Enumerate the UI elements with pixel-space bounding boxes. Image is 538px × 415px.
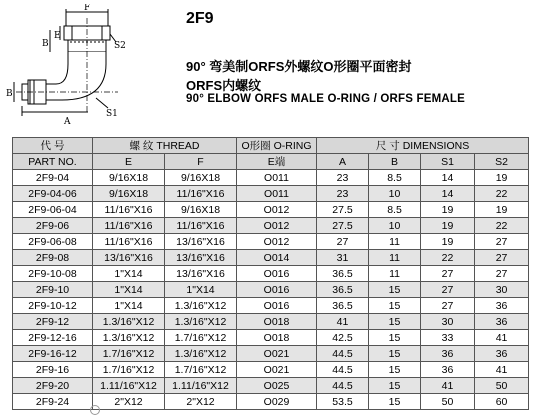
cell-dim-a: 31	[317, 250, 369, 266]
cell-part-no: 2F9-04-06	[13, 186, 93, 202]
cell-thread-e: 2"X12	[93, 394, 165, 410]
header-e-end: E端	[237, 154, 317, 170]
drawing-label-s1: S1	[106, 109, 118, 119]
cell-oring: O012	[237, 218, 317, 234]
cell-dim-s1: 27	[421, 298, 475, 314]
cell-dim-a: 36.5	[317, 298, 369, 314]
cell-dim-s2: 36	[475, 314, 529, 330]
cell-thread-e: 1"X14	[93, 298, 165, 314]
table-row	[13, 266, 529, 282]
cell-part-no: 2F9-06-04	[13, 202, 93, 218]
cell-dim-s1: 50	[421, 394, 475, 410]
cell-thread-e: 13/16"X16	[93, 250, 165, 266]
cell-dim-s1: 22	[421, 250, 475, 266]
cell-thread-f: 1.3/16"X12	[165, 298, 237, 314]
cell-thread-e: 11/16"X16	[93, 218, 165, 234]
cell-thread-f: 1.3/16"X12	[165, 346, 237, 362]
cell-thread-f: 1.7/16"X12	[165, 362, 237, 378]
header-s1: S1	[421, 154, 475, 170]
cell-thread-e: 1.11/16"X12	[93, 378, 165, 394]
cell-dim-s2: 22	[475, 186, 529, 202]
cell-dim-b: 10	[369, 186, 421, 202]
header-row-2	[13, 154, 529, 170]
cell-dim-s2: 50	[475, 378, 529, 394]
cell-part-no: 2F9-10-12	[13, 298, 93, 314]
cell-oring: O029	[237, 394, 317, 410]
drawing-label-b-top: B	[42, 39, 49, 49]
header-code: 代 号	[13, 138, 93, 154]
cell-oring: O012	[237, 234, 317, 250]
table-row	[13, 378, 529, 394]
cell-part-no: 2F9-06-08	[13, 234, 93, 250]
header-row-1	[13, 138, 529, 154]
table-row	[13, 282, 529, 298]
cell-oring: O016	[237, 266, 317, 282]
cell-dim-s1: 30	[421, 314, 475, 330]
cell-dim-a: 44.5	[317, 378, 369, 394]
cell-dim-s2: 19	[475, 170, 529, 186]
cell-dim-a: 42.5	[317, 330, 369, 346]
cell-dim-a: 23	[317, 170, 369, 186]
drawing-label-s2: S2	[114, 41, 126, 51]
cell-dim-a: 36.5	[317, 266, 369, 282]
cell-dim-s1: 27	[421, 282, 475, 298]
table-row	[13, 346, 529, 362]
cell-dim-b: 15	[369, 282, 421, 298]
cell-oring: O021	[237, 362, 317, 378]
drawing-label-e: E	[54, 31, 61, 41]
header-e: E	[93, 154, 165, 170]
cell-dim-s2: 60	[475, 394, 529, 410]
table-row	[13, 202, 529, 218]
cell-oring: O011	[237, 170, 317, 186]
cell-dim-b: 15	[369, 314, 421, 330]
cell-dim-b: 15	[369, 378, 421, 394]
header-a: A	[317, 154, 369, 170]
cell-dim-s1: 33	[421, 330, 475, 346]
cell-thread-e: 1.7/16"X12	[93, 346, 165, 362]
cell-dim-b: 8.5	[369, 170, 421, 186]
cell-oring: O016	[237, 298, 317, 314]
cell-dim-b: 15	[369, 346, 421, 362]
header-oring: O形圈 O-RING	[237, 138, 317, 154]
cell-dim-b: 15	[369, 362, 421, 378]
product-code: 2F9	[186, 10, 214, 27]
cell-thread-e: 1.3/16"X12	[93, 314, 165, 330]
table-row	[13, 314, 529, 330]
cell-dim-s1: 14	[421, 186, 475, 202]
cell-oring: O016	[237, 282, 317, 298]
cell-oring: O012	[237, 202, 317, 218]
cell-dim-s2: 19	[475, 202, 529, 218]
cell-part-no: 2F9-16-12	[13, 346, 93, 362]
cell-thread-e: 1"X14	[93, 282, 165, 298]
title-en: 90° ELBOW ORFS MALE O-RING / ORFS FEMALE	[186, 93, 466, 105]
cell-dim-s2: 27	[475, 234, 529, 250]
cell-dim-s2: 41	[475, 362, 529, 378]
cell-dim-b: 15	[369, 298, 421, 314]
cell-part-no: 2F9-04	[13, 170, 93, 186]
cell-dim-s1: 36	[421, 346, 475, 362]
cell-dim-s1: 36	[421, 362, 475, 378]
table-row	[13, 250, 529, 266]
header-f: F	[165, 154, 237, 170]
cell-thread-e: 9/16X18	[93, 170, 165, 186]
title-cn-line1: 90° 弯美制ORFS外螺纹O形圈平面密封	[186, 59, 412, 74]
drawing-label-f: F	[84, 4, 91, 13]
cell-part-no: 2F9-24	[13, 394, 93, 410]
cell-dim-a: 44.5	[317, 346, 369, 362]
cell-dim-s1: 19	[421, 218, 475, 234]
table-row	[13, 298, 529, 314]
cell-part-no: 2F9-12-16	[13, 330, 93, 346]
cell-dim-b: 15	[369, 394, 421, 410]
cell-part-no: 2F9-16	[13, 362, 93, 378]
cell-thread-f: 9/16X18	[165, 202, 237, 218]
cell-thread-e: 1.7/16"X12	[93, 362, 165, 378]
table-row	[13, 186, 529, 202]
drawing-label-b-left: B	[6, 89, 13, 99]
header-s2: S2	[475, 154, 529, 170]
cell-thread-e: 11/16"X16	[93, 202, 165, 218]
cell-thread-e: 9/16X18	[93, 186, 165, 202]
title-cn-line2: ORFS内螺纹	[186, 78, 262, 93]
header-dimensions: 尺 寸 DIMENSIONS	[317, 138, 529, 154]
cell-part-no: 2F9-10	[13, 282, 93, 298]
cell-dim-s1: 41	[421, 378, 475, 394]
cell-dim-a: 44.5	[317, 362, 369, 378]
cell-dim-a: 23	[317, 186, 369, 202]
cell-dim-s2: 41	[475, 330, 529, 346]
cell-thread-e: 11/16"X16	[93, 234, 165, 250]
cell-dim-s2: 27	[475, 250, 529, 266]
cell-dim-b: 11	[369, 250, 421, 266]
cell-dim-b: 10	[369, 218, 421, 234]
cell-thread-f: 13/16"X16	[165, 250, 237, 266]
cell-thread-f: 1.11/16"X12	[165, 378, 237, 394]
cell-dim-s1: 14	[421, 170, 475, 186]
table-row	[13, 218, 529, 234]
cell-dim-s2: 36	[475, 298, 529, 314]
cell-thread-f: 9/16X18	[165, 170, 237, 186]
cell-thread-f: 2"X12	[165, 394, 237, 410]
cell-dim-s2: 36	[475, 346, 529, 362]
table-row	[13, 170, 529, 186]
cell-part-no: 2F9-06	[13, 218, 93, 234]
cell-oring: O021	[237, 346, 317, 362]
cell-oring: O018	[237, 330, 317, 346]
table-row	[13, 330, 529, 346]
cell-dim-s2: 27	[475, 266, 529, 282]
cell-thread-f: 11/16"X16	[165, 186, 237, 202]
cell-part-no: 2F9-08	[13, 250, 93, 266]
cell-dim-b: 11	[369, 266, 421, 282]
cell-oring: O011	[237, 186, 317, 202]
cell-dim-s2: 30	[475, 282, 529, 298]
cell-oring: O025	[237, 378, 317, 394]
dimensions-table	[12, 137, 529, 410]
cell-dim-a: 41	[317, 314, 369, 330]
table-row	[13, 234, 529, 250]
elbow-fitting-drawing	[6, 4, 146, 126]
cell-thread-f: 11/16"X16	[165, 218, 237, 234]
cell-thread-f: 1.3/16"X12	[165, 314, 237, 330]
cell-part-no: 2F9-10-08	[13, 266, 93, 282]
cell-dim-b: 11	[369, 234, 421, 250]
cell-dim-a: 53.5	[317, 394, 369, 410]
cell-dim-s1: 19	[421, 234, 475, 250]
cell-dim-s1: 27	[421, 266, 475, 282]
cell-oring: O018	[237, 314, 317, 330]
cell-thread-e: 1.3/16"X12	[93, 330, 165, 346]
cell-dim-a: 27	[317, 234, 369, 250]
header-b: B	[369, 154, 421, 170]
cell-oring: O014	[237, 250, 317, 266]
drawing-label-a: A	[64, 117, 71, 126]
header-part-no: PART NO.	[13, 154, 93, 170]
cell-thread-f: 13/16"X16	[165, 266, 237, 282]
cell-dim-a: 27.5	[317, 202, 369, 218]
cell-thread-e: 1"X14	[93, 266, 165, 282]
cell-dim-a: 27.5	[317, 218, 369, 234]
table-row	[13, 362, 529, 378]
cell-thread-f: 13/16"X16	[165, 234, 237, 250]
cell-dim-b: 15	[369, 330, 421, 346]
header-thread: 螺 纹 THREAD	[93, 138, 237, 154]
cell-part-no: 2F9-20	[13, 378, 93, 394]
cell-dim-a: 36.5	[317, 282, 369, 298]
cell-dim-s1: 19	[421, 202, 475, 218]
cell-thread-f: 1"X14	[165, 282, 237, 298]
cell-dim-s2: 22	[475, 218, 529, 234]
cell-part-no: 2F9-12	[13, 314, 93, 330]
cell-dim-b: 8.5	[369, 202, 421, 218]
cell-thread-f: 1.7/16"X12	[165, 330, 237, 346]
